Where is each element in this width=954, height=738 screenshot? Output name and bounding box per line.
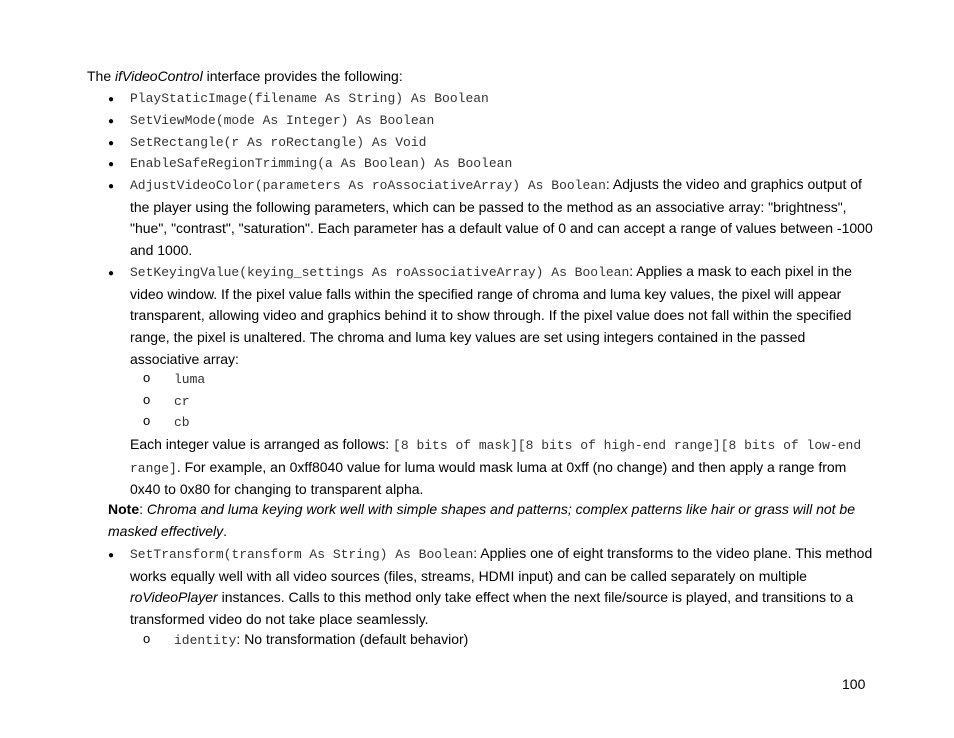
method-signature: EnableSafeRegionTrimming(a As Boolean) As Boolean — [130, 156, 513, 171]
page-number: 100 — [842, 676, 866, 692]
note-paragraph — [108, 499, 878, 542]
sub-bullet-glyph: o — [143, 413, 151, 428]
method-signature: AdjustVideoColor(parameters As roAssociativeArray) As Boolean — [130, 178, 606, 193]
note-label: Note — [108, 501, 140, 517]
bullet-glyph: ● — [108, 550, 115, 561]
sub-bullet-glyph: o — [143, 631, 151, 646]
sub-bullet-glyph: o — [143, 392, 151, 407]
method-signature: SetRectangle(r As roRectangle) As Void — [130, 135, 427, 150]
method-item — [130, 109, 875, 132]
bullet-glyph: ● — [108, 268, 115, 279]
method-item — [130, 87, 875, 110]
transform-name: identity — [174, 633, 237, 648]
method-item — [130, 261, 875, 371]
bullet-glyph: ● — [108, 181, 115, 192]
method-item — [130, 152, 875, 175]
method-signature: SetKeyingValue(keying_settings As roAssociativeArray) As Boolean — [130, 265, 630, 280]
method-item — [130, 131, 875, 154]
class-name: roVideoPlayer — [130, 589, 218, 606]
paragraph-text: Each integer value is arranged as follows: — [130, 436, 394, 452]
bullet-glyph: ● — [108, 159, 115, 170]
sub-item — [174, 411, 190, 434]
note-separator: : — [139, 501, 147, 517]
sub-item — [174, 390, 190, 413]
key-name: cr — [174, 394, 190, 409]
bullet-glyph: ● — [108, 138, 115, 149]
bullet-glyph: ● — [108, 94, 115, 105]
method-signature: SetViewMode(mode As Integer) As Boolean — [130, 113, 435, 128]
bit-layout-code: [8 bits of mask][8 bits of high-end range][8 bits of low-end range] — [130, 438, 862, 476]
sub-item — [174, 629, 468, 652]
key-name: luma — [174, 372, 206, 387]
method-description: instances. Calls to this method only take effect when the next file/source is played, and transitions to a transformed video do not take place seamlessly. — [130, 589, 854, 628]
intro-post: interface provides the following: — [202, 68, 403, 84]
note-text: Chroma and luma keying work well with simple shapes and patterns; complex patterns like hair or grass will not be masked effectively — [108, 501, 856, 539]
method-description: : Applies a mask to each pixel in the video window. If the pixel value falls within the specified range of chroma and luma key values, the pixel will appear transparent, allowing video and graphics behind it to show through. If the pixel value does not fall within the specified range, the pixel is unaltered. The chroma and luma key values are set using integers contained in the passed associative array: — [130, 263, 852, 367]
method-item — [130, 543, 875, 631]
transform-description: : No transformation (default behavior) — [236, 631, 469, 647]
bullet-glyph: ● — [108, 116, 115, 127]
interface-name: ifVideoControl — [115, 68, 203, 84]
sub-item — [174, 368, 205, 391]
key-name: cb — [174, 415, 190, 430]
method-description: : Applies one of eight transforms to the video plane. This method works equally well with all video sources (files, streams, HDMI input) and can be called separately on multiple — [130, 545, 873, 584]
method-signature: SetTransform(transform As String) As Boolean — [130, 547, 474, 562]
note-end: . — [223, 522, 228, 539]
paragraph-text: . For example, an 0xff8040 value for luma would mask luma at 0xff (no change) and then apply a range from 0x40 to 0x80 for changing to transparent alpha. — [130, 458, 847, 498]
method-description: : Adjusts the video and graphics output of the player using the following parameters, which can be passed to the method as an associative array: "brightness", "hue", "contrast", "saturation". Each parameter has a default value of 0 and can accept a range of values between -1000 and 1000. — [130, 176, 873, 259]
intro-line — [87, 67, 403, 86]
method-item — [130, 174, 875, 262]
sub-bullet-glyph: o — [143, 370, 151, 385]
method-signature: PlayStaticImage(filename As String) As Boolean — [130, 91, 489, 106]
integer-arrangement-paragraph — [130, 434, 875, 501]
intro-pre: The — [87, 68, 116, 84]
